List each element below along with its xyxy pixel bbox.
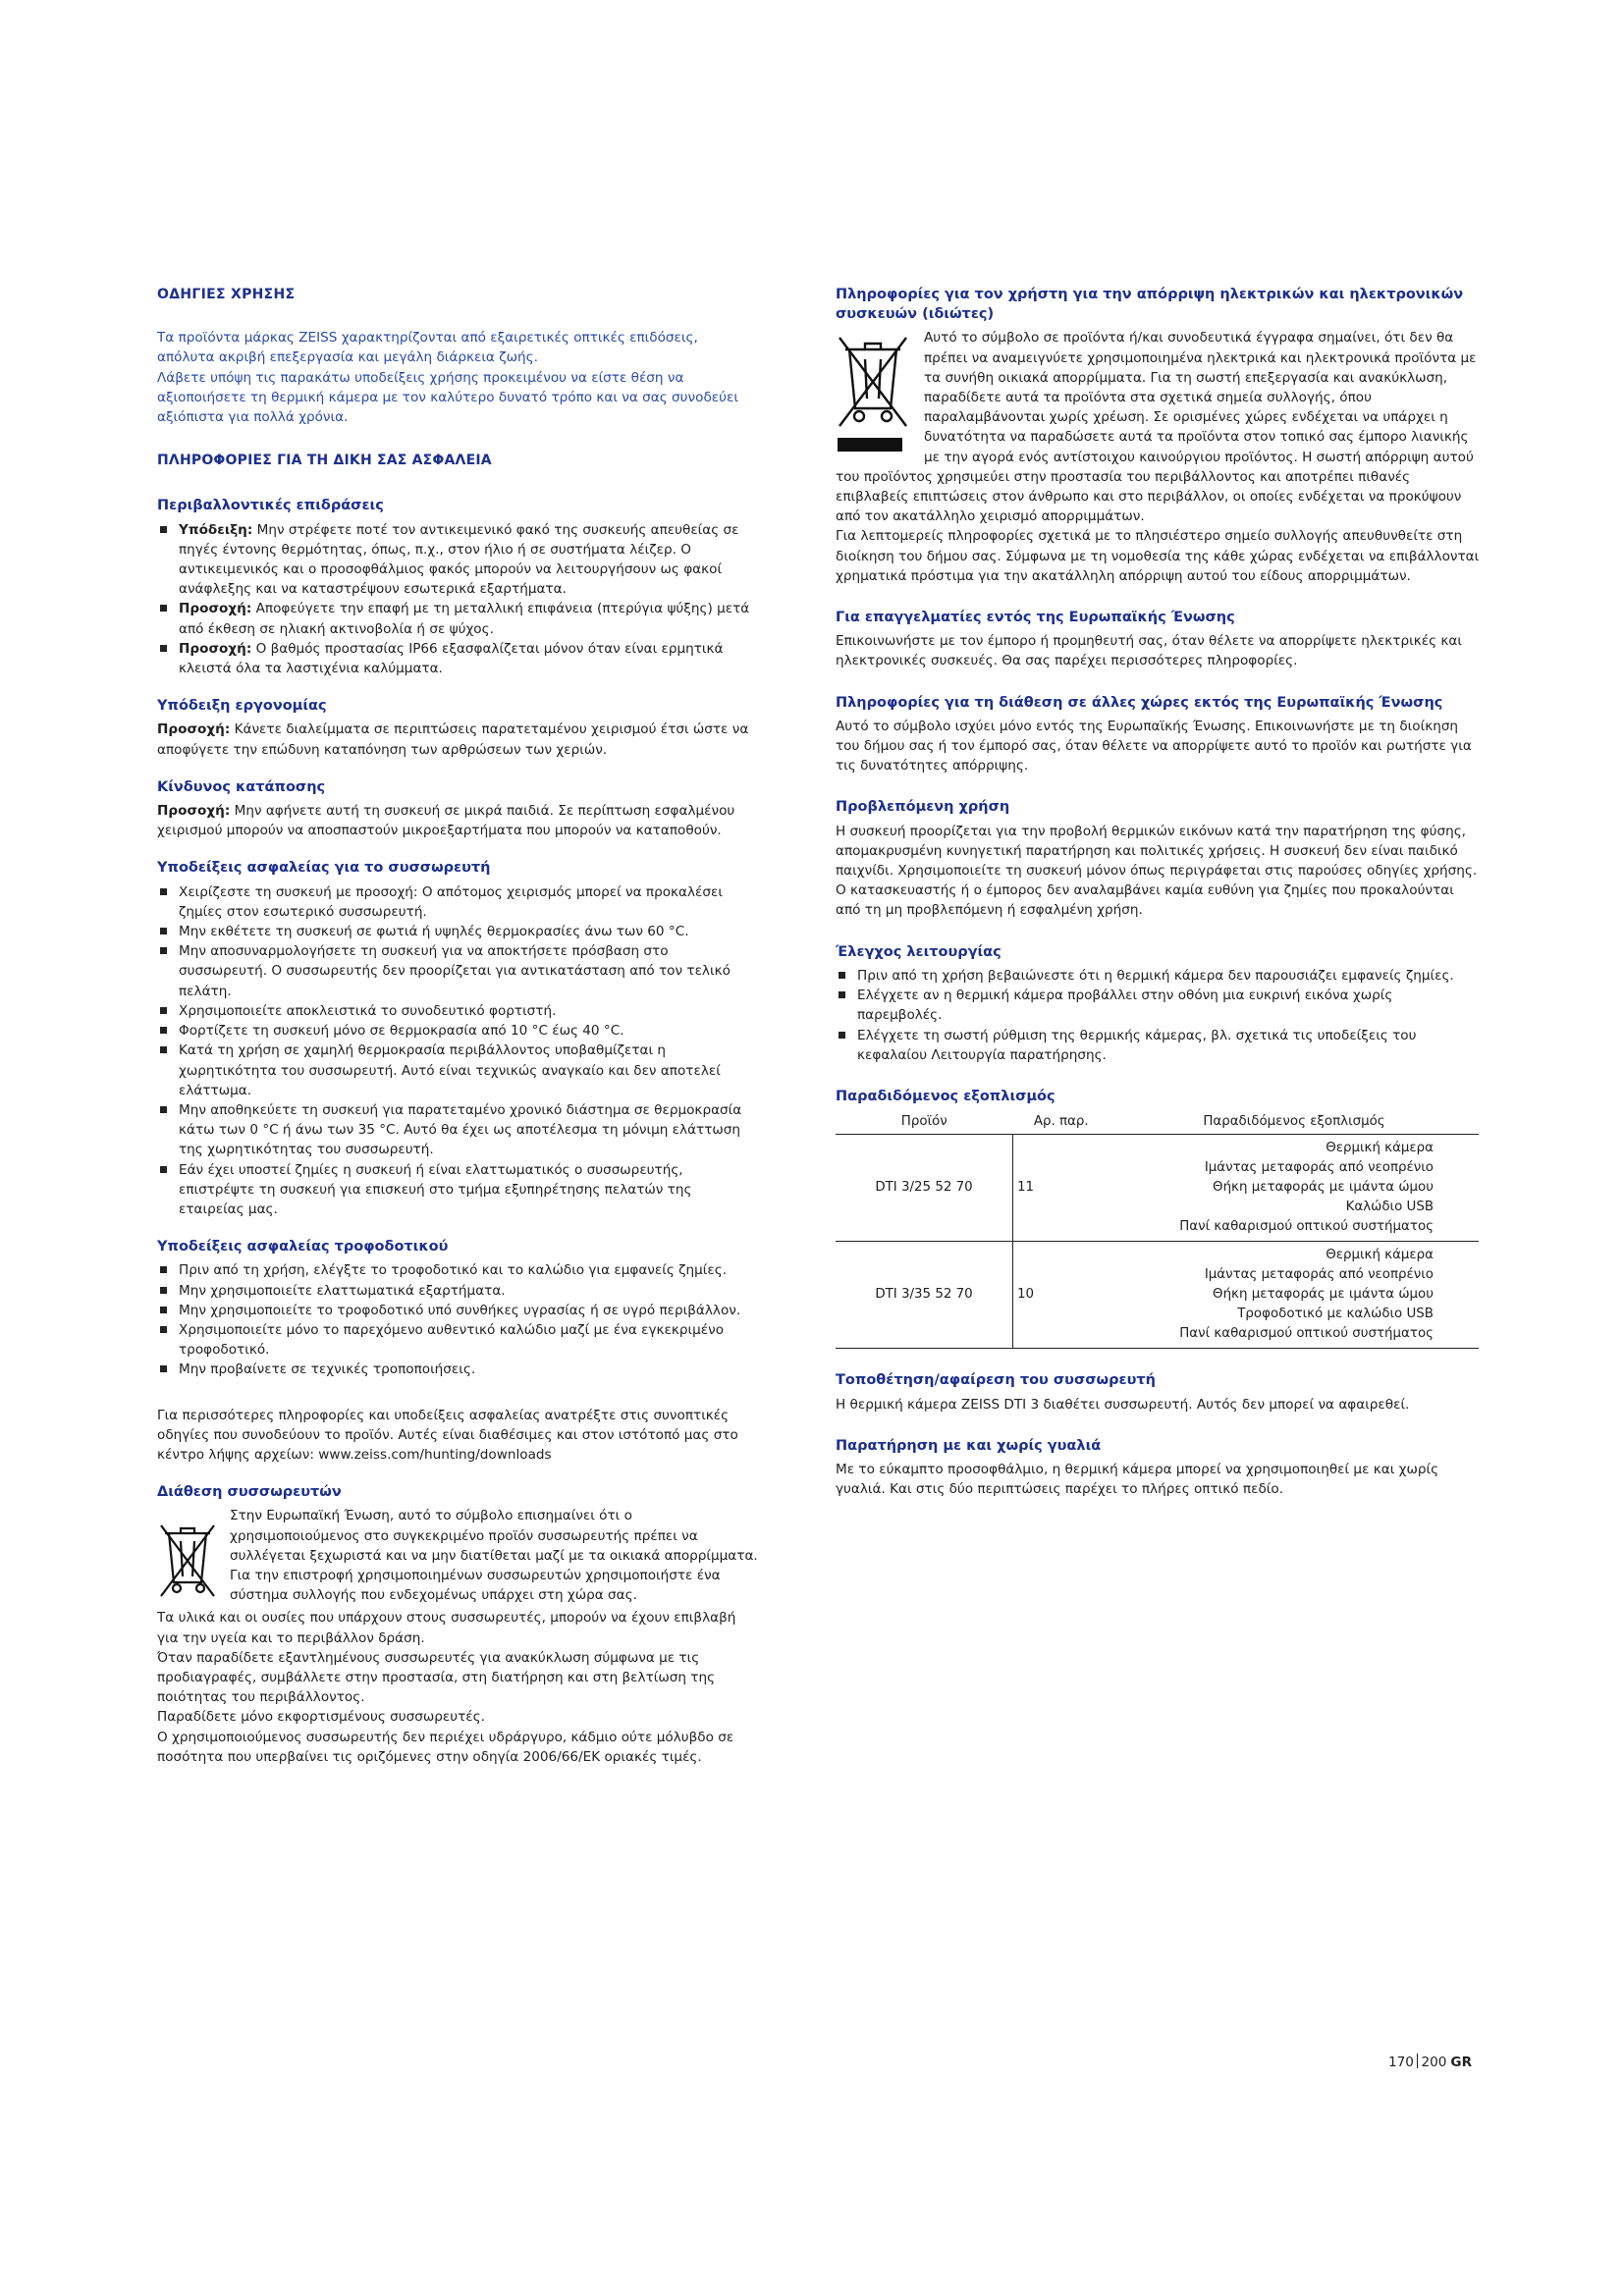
list-item: Προσοχή: Αποφεύγετε την επαφή με τη μεταλλική επιφάνεια (πτερύγια ψύξης) μετά από έκθεση σε ηλιακή ακτινοβολία ή σε ψύχος. [157, 599, 758, 638]
left-column [157, 285, 758, 1767]
list-item: Χρησιμοποιείτε μόνο το παρεχόμενο αυθεντικό καλώδιο μαζί με ένα εγκεκριμένο τροφοδοτικό. [157, 1320, 758, 1360]
disposal-paragraph-3: Όταν παραδίδετε εξαντλημένους συσσωρευτές για ανακύκλωση σύμφωνα με τις προδιαγραφές, συμβάλλετε στην προστασία, στη διατήρηση και στη βελτίωση της ποιότητας του περιβάλλοντος. [157, 1649, 716, 1706]
battery-disposal-block [157, 1506, 758, 1767]
battery-safety-list [157, 882, 758, 1219]
intended-use-text: Η συσκευή προορίζεται για την προβολή θερμικών εικόνων κατά την παρατήρηση της φύσης, απομακρυσμένη κυνηγετική παρατήρηση και πολιτικές χρήσεις. Η συσκευή δεν είναι παιδικό παιχνίδι. Χρησιμοποιείτε τη συσκευή μόνον όπως περιγράφεται στις παρούσες οδηγίες χρήσης. Ο κατασκευαστής ή ο έμπορος δεν αναλαμβάνει καμία ευθύνη για ζημίες που προκαλούνται από τη μη προβλεπόμενη ή εσφαλμένη χρήση. [836, 823, 1478, 919]
env-heading: Περιβαλλοντικές επιδράσεις [157, 498, 384, 514]
list-item: Ελέγχετε τη σωστή ρύθμιση της θερμικής κάμερας, βλ. σχετικά τις υποδείξεις του κεφαλαίου Λειτουργία παρατήρησης. [836, 1026, 1480, 1065]
list-item: Μην προβαίνετε σε τεχνικές τροποποιήσεις. [157, 1360, 758, 1379]
business-heading: Για επαγγελματίες εντός της Ευρωπαϊκής Ένωσης [836, 610, 1235, 626]
intro-paragraph-1: Τα προϊόντα μάρκας ZEISS χαρακτηρίζονται από εξαιρετικές οπτικές επιδόσεις, απόλυτα ακριβή επεξεργασία και μεγάλη διάρκεια ζωής. [157, 330, 698, 366]
weee-bin-icon [836, 328, 910, 454]
list-item: Πριν από τη χρήση, ελέγξτε το τροφοδοτικό και το καλώδιο για εμφανείς ζημίες. [157, 1260, 758, 1280]
col-items-header: Παραδιδόμενος εξοπλισμός [1110, 1110, 1479, 1135]
weee-bar [838, 438, 902, 452]
weee-block [836, 328, 1480, 586]
right-column [836, 285, 1480, 1499]
weee-paragraph-1: Αυτό το σύμβολο σε προϊόντα ή/και συνοδευτικά έγγραφα σημαίνει, ότι δεν θα πρέπει να αναμειγνύετε χρησιμοποιημένα ηλεκτρικά και ηλεκτρονικά προϊόντα με τα συνήθη οικιακά απορρίμματα. Για τη σωστή επεξεργασία και ανακύκλωση, παραδίδετε αυτά τα προϊόντα στα σχετικά σημεία συλλογής, όπου παραλαμβάνονται χωρίς χρέωση. Σε ορισμένες χώρες ενδέχεται να υπάρχει η δυνατότητα να παραδώσετε αυτά τα προϊόντα στον τοπικό σας έμπορο λιανικής με την αγορά ενός αντίστοιχου καινούργιου προϊόντος. Η σωστή απόρριψη αυτού του προϊόντος χρησιμεύει στην προστασία του περιβάλλοντος και αποτρέπει πιθανές επιβλαβείς επιπτώσεις στον άνθρωπο και στο περιβάλλον, οι οποίες ενδέχεται να προκύψουν από τον ακατάλληλο χειρισμό απορριμμάτων. [836, 330, 1477, 525]
list-item: Πριν από τη χρήση βεβαιώνεστε ότι η θερμική κάμερα δεν παρουσιάζει εμφανείς ζημίες. [836, 966, 1480, 986]
table-row [836, 1242, 1479, 1349]
function-check-list [836, 966, 1480, 1065]
weee-paragraph-2: Για λεπτομερείς πληροφορίες σχετικά με το πλησιέστερο σημείο συλλογής απευθυνθείτε στη διοίκηση του δήμου σας. Σύμφωνα με τη νομοθεσία της κάθε χώρας ενδέχεται να επιβάλλονται χρηματικά πρόστιμα για την ακατάλληλη απόρριψη αυτού του είδους απορριμμάτων. [836, 528, 1480, 584]
list-item: Χειρίζεστε τη συσκευή με προσοχή: Ο απότομος χειρισμός μπορεί να προκαλέσει ζημίες στον εσωτερικό συσσωρευτή. [157, 882, 758, 922]
disposal-paragraph-1: Στην Ευρωπαϊκή Ένωση, αυτό το σύμβολο επισημαίνει ότι ο χρησιμοποιούμενος στο συγκεκριμένο προϊόν συσσωρευτής πρέπει να συλλέγεται ξεχωριστά και να μην διατίθεται μαζί με τα οικιακά απορρίμματα. Για την επιστροφή χρησιμοποιημένων συσσωρευτών χρησιμοποιήστε ένα σύστημα συλλογής που ενδεχομένως υπάρχει στη χώρα σας. [230, 1508, 758, 1604]
ergo-text: Προσοχή: Κάνετε διαλείμματα σε περιπτώσεις παρατεταμένου χειρισμού έτσι ώστε να αποφύγετε την επώδυνη καταπόνηση των αρθρώσεων των χεριών. [157, 721, 749, 758]
total-pages: 200 [1421, 2055, 1447, 2070]
intro [157, 328, 758, 427]
table-row [836, 1135, 1479, 1242]
disposal-paragraph-2: Τα υλικά και οι ουσίες που υπάρχουν στους συσσωρευτές, μπορούν να έχουν επιβλαβή για την υγεία και το περιβάλλον δράση. [157, 1610, 736, 1646]
intended-use-heading: Προβλεπόμενη χρήση [836, 799, 1010, 816]
language-code: GR [1450, 2055, 1473, 2070]
env-list [157, 520, 758, 679]
list-item: Μην αποθηκεύετε τη συσκευή για παρατεταμένο χρονικό διάστημα σε θερμοκρασία κάτω των 0 °C ή άνω των 35 °C. Αυτό θα έχει ως αποτέλεσμα τη μόνιμη ελάττωση της χωρητικότητας του συσσωρευτή. [157, 1100, 758, 1160]
battery-disposal-heading: Διάθεση συσσωρευτών [157, 1484, 342, 1501]
business-text: Επικοινωνήστε με τον έμπορο ή προμηθευτή σας, όταν θέλετε να απορρίψετε ηλεκτρικές και ηλεκτρονικές συσκευές. Θα σας παρέχει περισσότερες πληροφορίες. [836, 633, 1462, 669]
outside-eu-heading: Πληροφορίες για τη διάθεση σε άλλες χώρες εκτός της Ευρωπαϊκής Ένωσης [836, 694, 1443, 711]
list-item: Χρησιμοποιείτε αποκλειστικά το συνοδευτικό φορτιστή. [157, 1001, 758, 1021]
scope-heading: Παραδιδόμενος εξοπλισμός [836, 1088, 1056, 1104]
col-product-header: Προϊόν [836, 1110, 1013, 1135]
product-cell: DTI 3/35 52 70 [836, 1242, 1013, 1349]
list-item: Μην χρησιμοποιείτε ελαττωματικά εξαρτήματα. [157, 1281, 758, 1301]
list-item: Προσοχή: Ο βαθμός προστασίας IP66 εξασφαλίζεται μόνον όταν είναι ερμητικά κλειστά όλα τα λαστιχένια καλύμματα. [157, 639, 758, 678]
choke-heading: Κίνδυνος κατάποσης [157, 778, 326, 795]
items-cell: Θερμική κάμερα Ιμάντας μεταφοράς από νεοπρένιο Θήκη μεταφοράς με ιμάντα ώμου Τροφοδοτικό με καλώδιο USB Πανί καθαρισμού οπτικού συστήματος [1110, 1242, 1479, 1349]
col-number-header: Αρ. παρ. [1013, 1110, 1110, 1135]
list-item: Μην αποσυναρμολογήσετε τη συσκευή για να αποκτήσετε πρόσβαση στο συσσωρευτή. Ο συσσωρευτής δεν προορίζεται για αντικατάσταση από τον τελικό πελάτη. [157, 941, 758, 1001]
battery-fit-heading: Τοποθέτηση/αφαίρεση του συσσωρευτή [836, 1372, 1156, 1389]
list-item: Εάν έχει υποστεί ζημίες η συσκευή ή είναι ελαττωματικός ο συσσωρευτής, επιστρέψτε τη συσκευή για επισκευή στο τμήμα εξυπηρέτησης πελατών της εταιρείας μας. [157, 1160, 758, 1220]
battery-safety-heading: Υποδείξεις ασφαλείας για το συσσωρευτή [157, 860, 491, 877]
product-cell: DTI 3/25 52 70 [836, 1135, 1013, 1242]
table-header-row [836, 1110, 1479, 1135]
function-check-heading: Έλεγχος λειτουργίας [836, 943, 1001, 960]
psu-safety-heading: Υποδείξεις ασφαλείας τροφοδοτικού [157, 1239, 449, 1255]
more-info-text: Για περισσότερες πληροφορίες και υποδείξεις ασφαλείας ανατρέξτε στις συνοπτικές οδηγίες που συνοδεύουν το προϊόν. Αυτές είναι διαθέσιμες και στον ιστότοπό μας στο κέντρο λήψης αρχείων: www.zeiss.com/hunting/downloads [157, 1407, 738, 1463]
list-item: Φορτίζετε τη συσκευή μόνο σε θερμοκρασία από 10 °C έως 40 °C. [157, 1021, 758, 1041]
list-item: Κατά τη χρήση σε χαμηλή θερμοκρασία περιβάλλοντος υποβαθμίζεται η χωρητικότητα του συσσωρευτή. Αυτό είναι τεχνικώς αναγκαίο και δεν αποτελεί ελάττωμα. [157, 1041, 758, 1100]
list-item: Ελέγχετε αν η θερμική κάμερα προβάλλει στην οθόνη μια ευκρινή εικόνα χωρίς παρεμβολές. [836, 986, 1480, 1025]
list-item: Μην χρησιμοποιείτε το τροφοδοτικό υπό συνθήκες υγρασίας ή σε υγρό περιβάλλον. [157, 1301, 758, 1320]
list-item: Υπόδειξη: Μην στρέφετε ποτέ τον αντικειμενικό φακό της συσκευής απευθείας σε πηγές έντονης θερμότητας, όπως, π.χ., στον ήλιο ή σε συστήματα λέιζερ. Ο αντικειμενικός και ο προσοφθάλμιος φακός μπορούν να λειτουργήσουν ως φακοί ανάφλεξης και να καταστρέψουν εσωτερικά εξαρτήματα. [157, 520, 758, 600]
glasses-heading: Παρατήρηση με και χωρίς γυαλιά [836, 1437, 1102, 1454]
document-title: ΟΔΗΓΙΕΣ ΧΡΗΣΗΣ [157, 287, 296, 302]
items-cell: Θερμική κάμερα Ιμάντας μεταφοράς από νεοπρένιο Θήκη μεταφοράς με ιμάντα ώμου Καλώδιο USB Πανί καθαρισμού οπτικού συστήματος [1110, 1135, 1479, 1242]
safety-title: ΠΛΗΡΟΦΟΡΙΕΣ ΓΙΑ ΤΗ ΔΙΚΗ ΣΑΣ ΑΣΦΑΛΕΙΑ [157, 453, 492, 469]
choke-text: Προσοχή: Μην αφήνετε αυτή τη συσκευή σε μικρά παιδιά. Σε περίπτωση εσφαλμένου χειρισμού μπορούν να αποσπαστούν μικροεξαρτήματα που μπορούν να καταποθούν. [157, 803, 735, 839]
psu-safety-list [157, 1260, 758, 1379]
battery-fit-text: Η θερμική κάμερα ZEISS DTI 3 διαθέτει συσσωρευτή. Αυτός δεν μπορεί να αφαιρεθεί. [836, 1396, 1410, 1413]
page-separator [1417, 2054, 1419, 2068]
intro-paragraph-2: Λάβετε υπόψη τις παρακάτω υποδείξεις χρήσης προκειμένου να είστε θέση να αξιοποιήσετε τη θερμική κάμερα με τον καλύτερο δυνατό τρόπο και να σας συνοδεύει αξιόπιστα για πολλά χρόνια. [157, 369, 738, 426]
glasses-text: Με το εύκαμπτο προσοφθάλμιο, η θερμική κάμερα μπορεί να χρησιμοποιηθεί με και χωρίς γυαλιά. Και στις δύο περιπτώσεις παρέχει το πλήρες οπτικό πεδίο. [836, 1461, 1439, 1498]
list-item: Μην εκθέτετε τη συσκευή σε φωτιά ή υψηλές θερμοκρασίες άνω των 60 °C. [157, 922, 758, 941]
outside-eu-text: Αυτό το σύμβολο ισχύει μόνο εντός της Ευρωπαϊκής Ένωσης. Επικοινωνήστε με τη διοίκηση του δήμου σας ή τον έμπορό σας, όταν θέλετε να απορρίψετε αυτό το προϊόν και ρωτήστε για τις δυνατότητες απόρριψης. [836, 718, 1472, 774]
scope-table [836, 1110, 1479, 1349]
number-cell: 10 [1013, 1242, 1110, 1349]
current-page: 170 [1388, 2055, 1414, 2070]
ergo-heading: Υπόδειξη εργονομίας [157, 698, 327, 715]
crossed-bin-icon [157, 1510, 218, 1608]
weee-heading: Πληροφορίες για τον χρήστη για την απόρριψη ηλεκτρικών και ηλεκτρονικών συσκευών (ιδιώτες) [836, 287, 1464, 323]
page-number [1388, 2053, 1472, 2072]
disposal-paragraph-5: Ο χρησιμοποιούμενος συσσωρευτής δεν περιέχει υδράργυρο, κάδμιο ούτε μόλυβδο σε ποσότητα που υπερβαίνει τις οριζόμενες στην οδηγία 2006/66/ΕΚ οριακές τιμές. [157, 1729, 734, 1765]
number-cell: 11 [1013, 1135, 1110, 1242]
disposal-paragraph-4: Παραδίδετε μόνο εκφορτισμένους συσσωρευτές. [157, 1709, 485, 1726]
